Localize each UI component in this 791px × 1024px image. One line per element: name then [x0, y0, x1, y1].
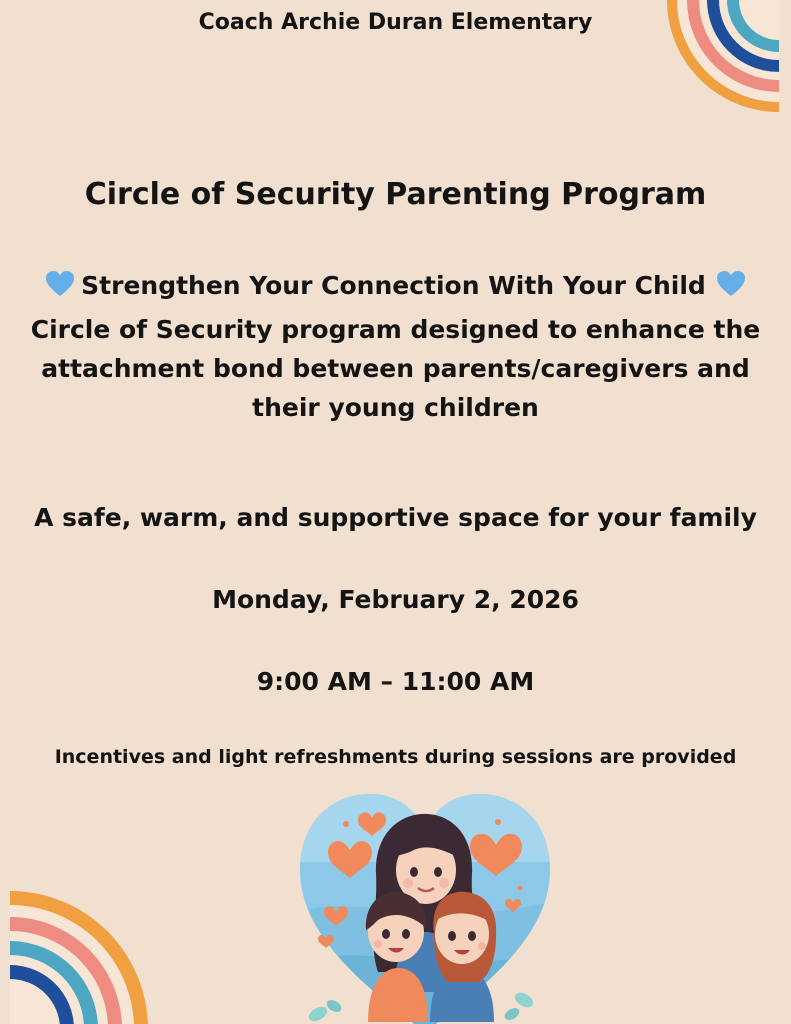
tagline-text: Strengthen Your Connection With Your Child — [81, 271, 706, 300]
blue-heart-icon — [45, 270, 75, 297]
tagline — [0, 270, 791, 300]
event-date: Monday, February 2, 2026 — [212, 585, 579, 614]
safe-space-line: A safe, warm, and supportive space for your family — [34, 503, 757, 532]
incentives-note: Incentives and light refreshments during sessions are provided — [54, 746, 737, 768]
event-time: 9:00 AM – 11:00 AM — [256, 667, 535, 696]
program-title: Circle of Security Parenting Program — [84, 177, 707, 212]
rainbow-bottom-decoration — [0, 884, 150, 1024]
child-right-figure — [430, 892, 496, 1022]
blue-heart-icon — [716, 270, 746, 297]
school-name: Coach Archie Duran Elementary — [198, 10, 593, 35]
family-heart-illustration — [298, 792, 552, 1024]
program-description: Circle of Security program designed to enhance the attachment bond between parents/caregivers and their young children — [30, 315, 761, 422]
